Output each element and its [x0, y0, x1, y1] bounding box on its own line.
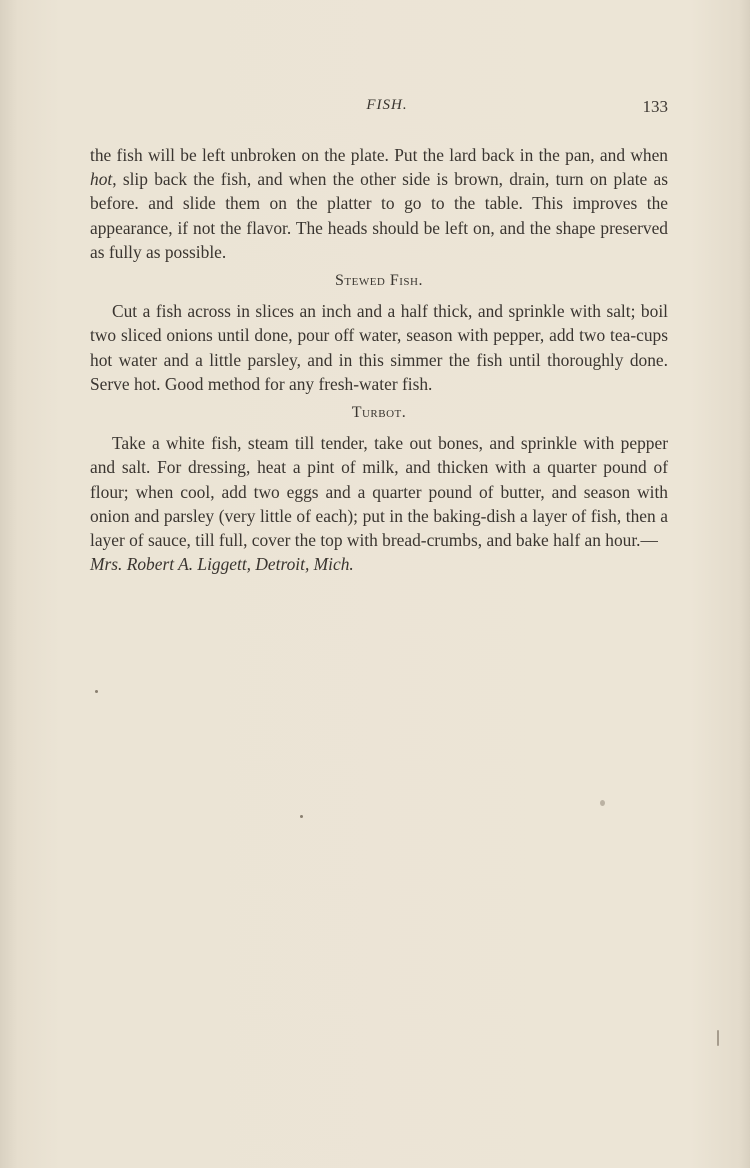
recipe-attribution: Mrs. Robert A. Liggett, Detroit, Mich. — [90, 554, 354, 575]
continuation-paragraph — [90, 143, 668, 264]
running-head: FISH. — [366, 97, 408, 113]
continuation-text-a: the fish will be left unbroken on the plate. Put the lard back in the pan, and when — [90, 145, 668, 165]
recipe-text-stewed-fish: Cut a fish across in slices an inch and a half thick, and sprinkle with salt; boil two sliced onions until done, pour off water, season with pepper, add two tea-cups hot water and a little parsley, and in this simmer the fish until thoroughly done. Serve hot. Good method for any fresh-water fish. — [90, 301, 668, 394]
emphasis-hot: hot — [90, 169, 113, 190]
recipe-text-turbot: Take a white fish, steam till tender, take out bones, and sprinkle with pepper and salt. For dressing, heat a pint of milk, and thicken with a quarter pound of flour; when cool, add two eggs and a quarter pound of butter, and season with onion and parsley (very little of each); put in the baking-dish a layer of fish, then a layer of sauce, till full, cover the top with bread-crumbs, and bake half an hour.— — [90, 433, 668, 551]
continuation-text-b: , slip back the fish, and when the other side is brown, drain, turn on plate as before. and slide them on the platter to go to the table. This improves the appearance, if not the flavor. The heads should be left on, and the shape preserved as fully as possible. — [90, 169, 668, 262]
recipe-heading-turbot: Turbot. — [351, 404, 407, 422]
paper-speck — [717, 1030, 719, 1046]
page-number: 133 — [642, 97, 668, 116]
page-header — [90, 97, 668, 121]
recipe-heading-stewed-fish: Stewed Fish. — [334, 272, 423, 290]
paper-speck — [95, 690, 98, 693]
paper-speck — [600, 800, 605, 806]
page-body — [90, 143, 668, 576]
paper-speck — [300, 815, 303, 818]
